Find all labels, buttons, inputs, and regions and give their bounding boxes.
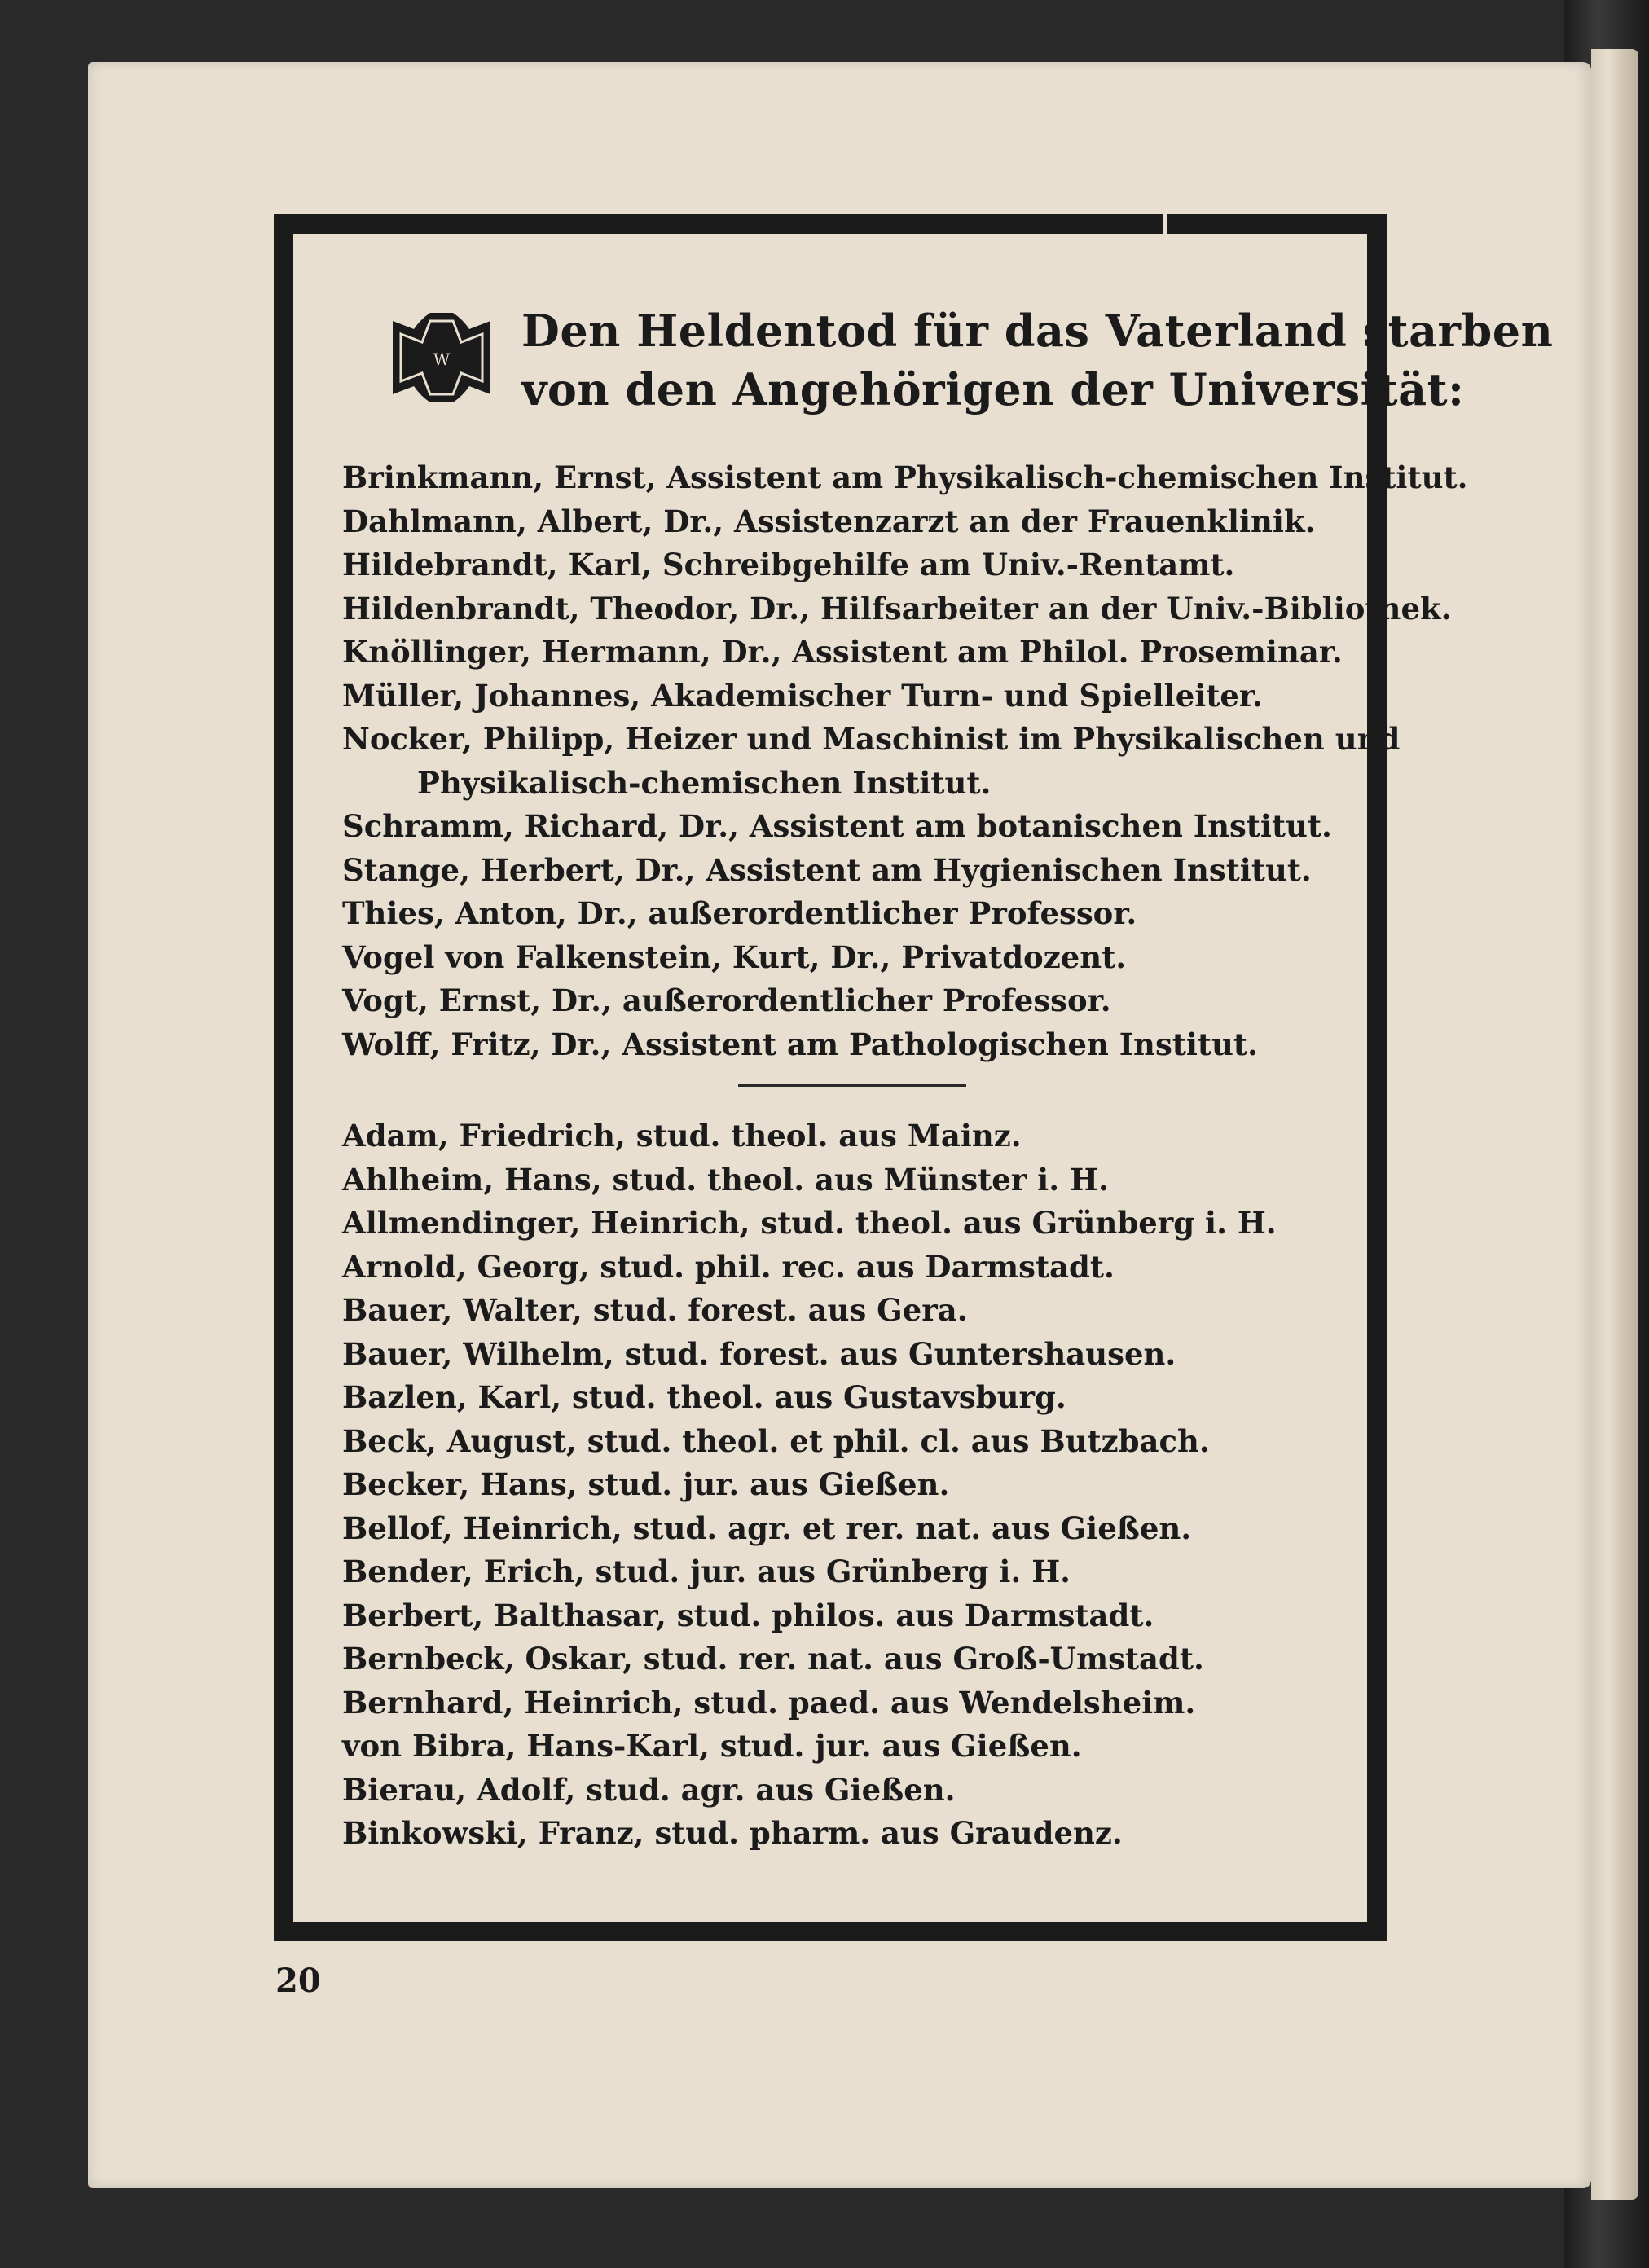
list-item: [342, 1507, 1344, 1551]
page-number: 20: [275, 1962, 321, 2000]
entry-text: Allmendinger, Heinrich, stud. theol. aus Grünberg i. H.: [342, 1205, 1277, 1241]
list-item: [342, 500, 1344, 544]
student-list: [342, 1114, 1344, 1856]
list-item: [342, 1289, 1344, 1333]
list-item: [342, 456, 1468, 500]
list-item: [342, 1550, 1344, 1594]
entry-text: Bauer, Wilhelm, stud. forest. aus Guntershausen.: [342, 1335, 1176, 1372]
memorial-content: [342, 301, 1554, 1856]
list-item: [342, 936, 1344, 980]
title-line-1: Den Heldentod für das Vaterland starben: [521, 305, 1554, 357]
list-item: [342, 1376, 1344, 1420]
list-item: [342, 1158, 1344, 1202]
cross-monogram: W: [433, 349, 451, 369]
list-item: [342, 892, 1344, 936]
entry-text: Thies, Anton, Dr., außerordentlicher Professor.: [342, 895, 1137, 931]
list-item: [342, 1812, 1344, 1856]
list-item: [342, 543, 1344, 587]
entry-text: Knöllinger, Hermann, Dr., Assistent am Philol. Proseminar.: [342, 634, 1343, 670]
entry-text: Brinkmann, Ernst, Assistent am Physikalisch-chemischen Institut.: [342, 459, 1468, 495]
entry-text: Binkowski, Franz, stud. pharm. aus Graudenz.: [342, 1815, 1123, 1851]
entry-text: Dahlmann, Albert, Dr., Assistenzarzt an der Frauenklinik.: [342, 503, 1316, 539]
entry-text: Stange, Herbert, Dr., Assistent am Hygienischen Institut.: [342, 851, 1312, 888]
title-line-2: von den Angehörigen der Universität:: [521, 363, 1465, 415]
entry-text: Adam, Friedrich, stud. theol. aus Mainz.: [342, 1118, 1022, 1154]
entry-text: Bernbeck, Oskar, stud. rer. nat. aus Groß-Umstadt.: [342, 1641, 1204, 1677]
entry-text: Bierau, Adolf, stud. agr. aus Gießen.: [342, 1771, 956, 1808]
entry-text: Hildenbrandt, Theodor, Dr., Hilfsarbeiter an der Univ.-Bibliothek.: [342, 590, 1452, 626]
staff-list: [342, 456, 1468, 1066]
entry-text: von Bibra, Hans-Karl, stud. jur. aus Gießen.: [342, 1728, 1082, 1764]
entry-text: Vogel von Falkenstein, Kurt, Dr., Privatdozent.: [342, 938, 1127, 975]
list-item: [342, 1023, 1344, 1067]
iron-cross-icon: [389, 310, 494, 406]
list-item: [342, 849, 1344, 893]
entry-text: Bernhard, Heinrich, stud. paed. aus Wendelsheim.: [342, 1684, 1196, 1721]
list-item: [342, 1637, 1344, 1681]
entry-text: Berbert, Balthasar, stud. philos. aus Darmstadt.: [342, 1597, 1154, 1633]
section-divider: [738, 1084, 966, 1087]
entry-text: Beck, August, stud. theol. et phil. cl. aus Butzbach.: [342, 1422, 1210, 1459]
list-item: [342, 1114, 1344, 1158]
list-item: [342, 1594, 1344, 1638]
list-item: [342, 1463, 1344, 1507]
list-item: [342, 1725, 1344, 1769]
list-item: [342, 587, 1452, 631]
list-item: [342, 979, 1344, 1023]
entry-text: Arnold, Georg, stud. phil. rec. aus Darmstadt.: [342, 1248, 1115, 1285]
entry-text: Bauer, Walter, stud. forest. aus Gera.: [342, 1292, 968, 1328]
entry-text: Schramm, Richard, Dr., Assistent am botanischen Institut.: [342, 808, 1332, 844]
list-item: [342, 805, 1344, 849]
page-edge: [1591, 49, 1638, 2200]
list-item: [342, 1681, 1344, 1725]
list-item: [342, 1769, 1344, 1813]
entry-text: Becker, Hans, stud. jur. aus Gießen.: [342, 1466, 950, 1502]
list-item: [342, 1246, 1344, 1290]
list-item: [342, 1420, 1344, 1464]
entry-text: Vogt, Ernst, Dr., außerordentlicher Professor.: [342, 982, 1111, 1018]
entry-text: Ahlheim, Hans, stud. theol. aus Münster i. H.: [342, 1161, 1109, 1198]
page-title: [521, 301, 1554, 419]
entry-text: Bender, Erich, stud. jur. aus Grünberg i. H.: [342, 1554, 1071, 1589]
memorial-header: [342, 301, 1554, 424]
list-item: [342, 1202, 1344, 1246]
entry-text: Bazlen, Karl, stud. theol. aus Gustavsburg.: [342, 1379, 1066, 1415]
entry-text: Nocker, Philipp, Heizer und Maschinist im Physikalischen und: [342, 721, 1401, 757]
border-notch: [1163, 214, 1167, 234]
entry-text: Wolff, Fritz, Dr., Assistent am Pathologischen Institut.: [342, 1026, 1258, 1062]
entry-continuation: Physikalisch-chemischen Institut.: [417, 764, 992, 801]
entry-text: Hildebrandt, Karl, Schreibgehilfe am Univ.-Rentamt.: [342, 547, 1235, 582]
list-item: [342, 631, 1344, 675]
list-item: [342, 1333, 1344, 1377]
list-item: [342, 675, 1344, 719]
list-item: [342, 718, 1401, 805]
entry-text: Müller, Johannes, Akademischer Turn- und Spielleiter.: [342, 677, 1263, 714]
entry-text: Bellof, Heinrich, stud. agr. et rer. nat. aus Gießen.: [342, 1510, 1192, 1546]
